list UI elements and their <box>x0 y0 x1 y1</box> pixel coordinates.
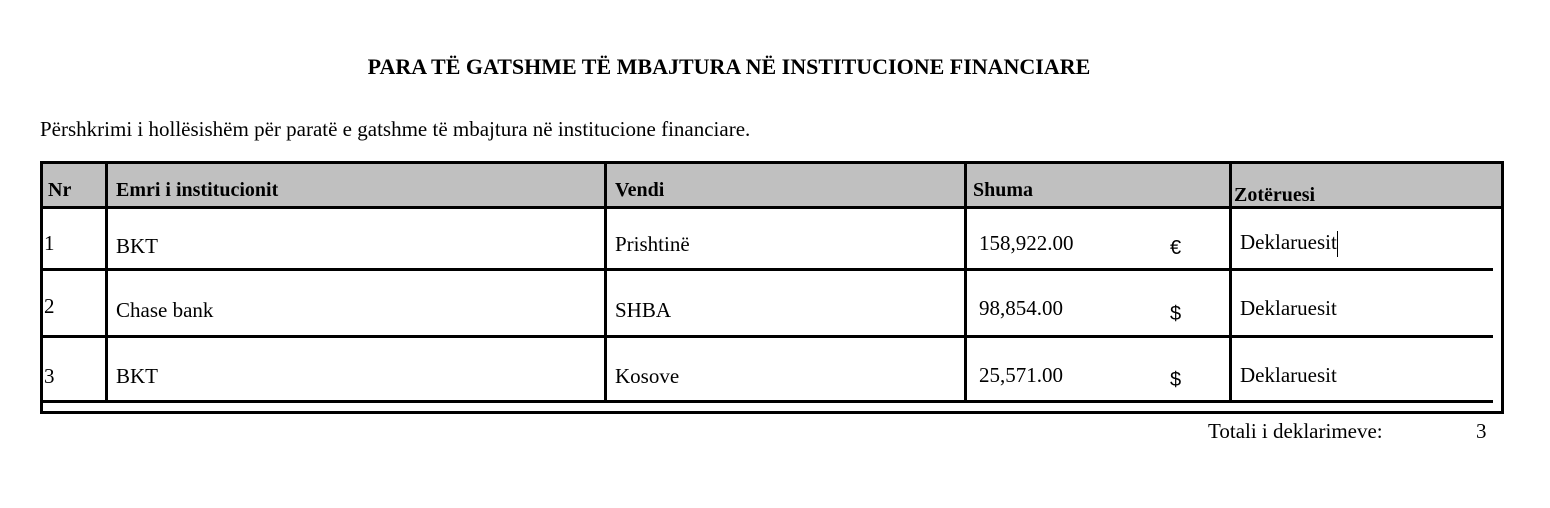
owner-text: Deklaruesit <box>1240 230 1337 254</box>
financial-institutions-table <box>40 161 1504 414</box>
cell-nr: 3 <box>44 364 55 388</box>
cell-country: SHBA <box>615 298 672 322</box>
cell-currency: $ <box>1170 369 1182 391</box>
cell-institution: BKT <box>116 364 158 388</box>
column-divider <box>604 164 607 403</box>
header-amount: Shuma <box>973 179 1034 201</box>
cell-amount: 98,854.00 <box>979 296 1063 320</box>
cell-currency: $ <box>1170 303 1182 325</box>
header-nr: Nr <box>48 179 72 201</box>
column-divider <box>105 164 108 403</box>
header-institution: Emri i institucionit <box>116 179 279 201</box>
column-divider <box>964 164 967 403</box>
header-country: Vendi <box>615 179 665 201</box>
cell-owner[interactable]: Deklaruesit <box>1240 296 1337 320</box>
row-divider <box>43 335 1493 338</box>
row-divider <box>43 400 1493 403</box>
cell-amount: 158,922.00 <box>979 231 1074 255</box>
total-declarations-label: Totali i deklarimeve: <box>1208 419 1383 443</box>
cell-currency: € <box>1170 237 1182 259</box>
total-declarations-value: 3 <box>1476 419 1487 443</box>
cell-nr: 1 <box>44 231 55 255</box>
cell-institution: Chase bank <box>116 298 214 322</box>
cell-amount: 25,571.00 <box>979 363 1063 387</box>
cell-country: Prishtinë <box>615 232 690 256</box>
row-divider <box>43 268 1493 271</box>
cell-institution: BKT <box>116 234 158 258</box>
cell-owner[interactable]: Deklaruesit <box>1240 363 1337 387</box>
document-title: PARA TË GATSHME TË MBAJTURA NË INSTITUCIONE FINANCIARE <box>367 54 1091 79</box>
document-description: Përshkrimi i hollësishëm për paratë e gatshme të mbajtura në institucione financiare. <box>40 117 751 141</box>
cell-country: Kosove <box>615 364 680 388</box>
header-owner: Zotëruesi <box>1234 184 1316 206</box>
cell-owner[interactable] <box>1240 230 1337 255</box>
cell-nr: 2 <box>44 294 55 318</box>
text-caret <box>1337 231 1338 257</box>
column-divider <box>1229 164 1232 403</box>
